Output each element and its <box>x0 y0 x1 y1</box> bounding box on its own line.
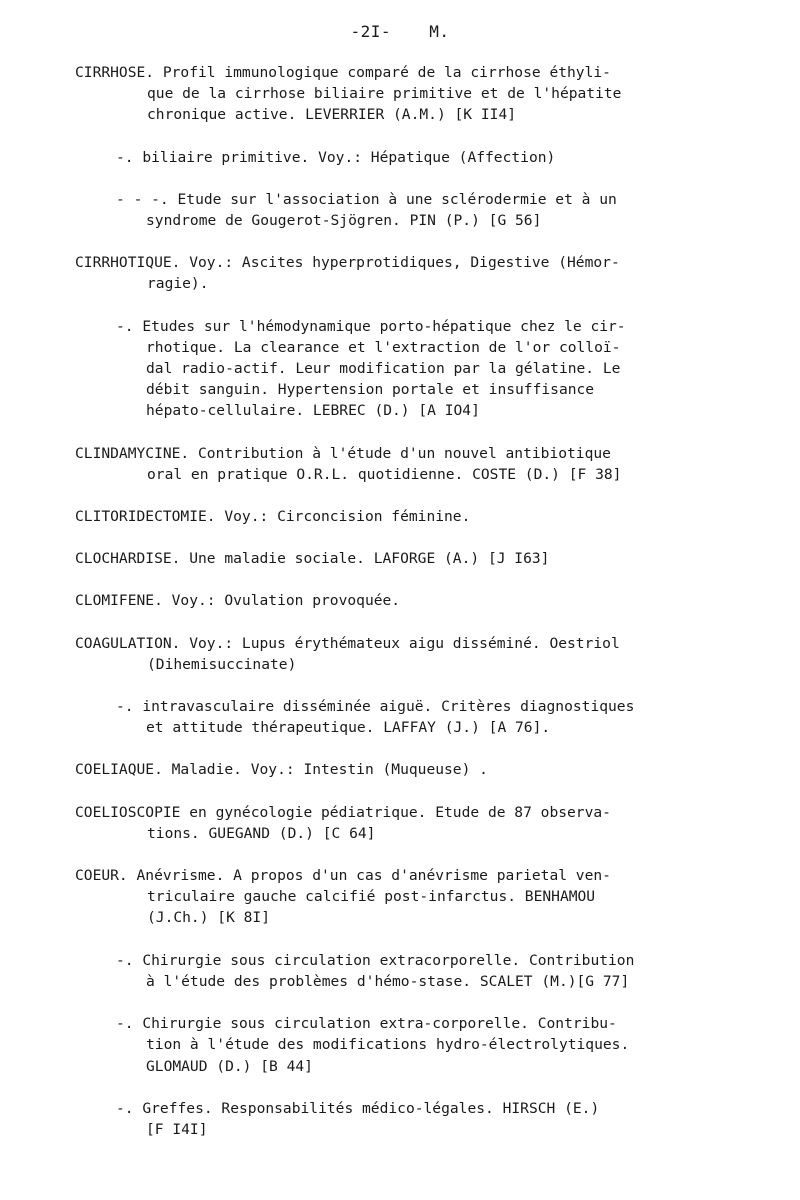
index-subentry <box>75 1098 735 1140</box>
entry-line: - - -. Etude sur l'association à une sclérodermie et à un <box>116 190 617 208</box>
entry-line: COELIOSCOPIE en gynécologie pédiatrique. Etude de 87 observa- <box>75 803 611 821</box>
index-subentry <box>75 950 735 992</box>
index-entry <box>75 633 735 675</box>
index-entry <box>75 759 735 780</box>
index-entry <box>75 506 735 527</box>
entry-line: CIRRHOSE. Profil immunologique comparé de la cirrhose éthyli- <box>75 64 611 81</box>
section-letter: M. <box>429 22 450 41</box>
entry-line: CLITORIDECTOMIE. Voy.: Circoncision féminine. <box>75 508 471 526</box>
page-number: -2I- <box>350 22 392 41</box>
entry-line: rhotique. La clearance et l'extraction de l'or colloï- <box>146 338 621 356</box>
entry-line: tion à l'étude des modifications hydro-électrolytiques. <box>146 1036 630 1054</box>
index-entry <box>75 865 735 929</box>
entry-line: CLINDAMYCINE. Contribution à l'étude d'un nouvel antibiotique <box>75 444 611 462</box>
entry-line: oral en pratique O.R.L. quotidienne. COSTE (D.) [F 38] <box>147 465 622 483</box>
entry-line: chronique active. LEVERRIER (A.M.) [K II4] <box>147 106 517 124</box>
entry-line: (Dihemisuccinate) <box>147 655 297 673</box>
entry-line: débit sanguin. Hypertension portale et insuffisance <box>146 381 595 399</box>
index-subentry <box>75 189 735 231</box>
entry-line: COELIAQUE. Maladie. Voy.: Intestin (Muqueuse) . <box>75 761 488 779</box>
entry-line: et attitude thérapeutique. LAFFAY (J.) [A 76]. <box>146 719 551 737</box>
entry-line: -. biliaire primitive. Voy.: Hépatique (Affection) <box>116 148 556 166</box>
index-entry <box>75 252 735 294</box>
index-entry <box>75 62 735 126</box>
entry-line: syndrome de Gougerot-Sjögren. PIN (P.) [G 56] <box>146 212 542 230</box>
entry-line: -. Etudes sur l'hémodynamique porto-hépatique chez le cir- <box>116 317 626 335</box>
entry-line: CIRRHOTIQUE. Voy.: Ascites hyperprotidiques, Digestive (Hémor- <box>75 254 620 272</box>
entry-line: dal radio-actif. Leur modification par la gélatine. Le <box>146 360 621 378</box>
index-subentry <box>75 1013 735 1077</box>
entry-line: tions. GUEGAND (D.) [C 64] <box>147 824 376 842</box>
index-entry <box>75 548 735 569</box>
index-subentry <box>75 147 735 168</box>
entry-line: COAGULATION. Voy.: Lupus érythémateux aigu disséminé. Oestriol <box>75 634 620 652</box>
entry-line: triculaire gauche calcifié post-infarctus. BENHAMOU <box>147 888 596 906</box>
entry-line: -. Chirurgie sous circulation extracorporelle. Contribution <box>116 951 635 969</box>
entry-line: CLOMIFENE. Voy.: Ovulation provoquée. <box>75 592 401 610</box>
entry-line: que de la cirrhose biliaire primitive et de l'hépatite <box>147 85 622 103</box>
entry-line: CLOCHARDISE. Une maladie sociale. LAFORGE (A.) [J I63] <box>75 550 550 568</box>
entry-line: [F I4I] <box>146 1120 208 1138</box>
entry-line: COEUR. Anévrisme. A propos d'un cas d'anévrisme parietal ven- <box>75 867 611 885</box>
entry-line: ragie). <box>147 275 209 293</box>
index-subentry <box>75 316 735 422</box>
index-entry <box>75 443 735 485</box>
entry-line: à l'étude des problèmes d'hémo-stase. SCALET (M.)[G 77] <box>146 972 630 990</box>
entry-line: hépato-cellulaire. LEBREC (D.) [A IO4] <box>146 402 480 420</box>
entry-line: -. Chirurgie sous circulation extra-corporelle. Contribu- <box>116 1015 617 1033</box>
index-entry <box>75 590 735 611</box>
entry-line: -. intravasculaire disséminée aiguë. Critères diagnostiques <box>116 698 635 716</box>
page-header <box>0 22 800 41</box>
index-subentry <box>75 696 735 738</box>
entry-line: -. Greffes. Responsabilités médico-légales. HIRSCH (E.) <box>116 1099 600 1117</box>
index-entry <box>75 802 735 844</box>
index-entries <box>75 62 735 1161</box>
entry-line: (J.Ch.) [K 8I] <box>147 909 271 927</box>
entry-line: GLOMAUD (D.) [B 44] <box>146 1057 313 1075</box>
